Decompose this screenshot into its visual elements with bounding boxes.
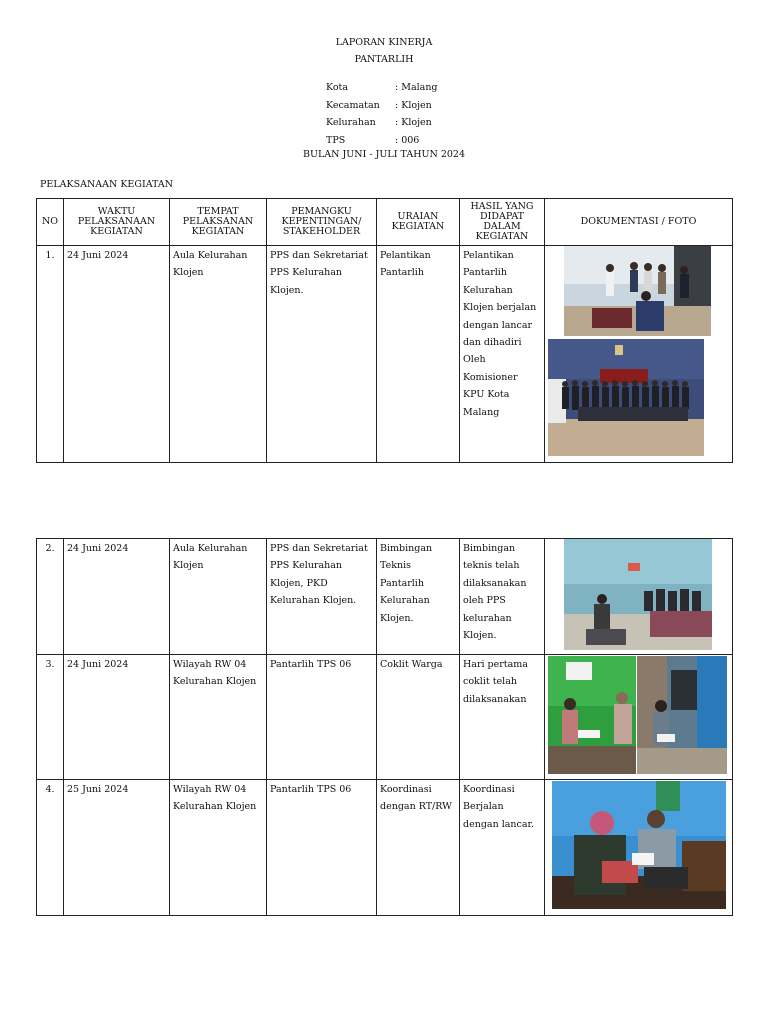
cell-no: 1. [37, 246, 64, 463]
photo-coklit-house-2 [637, 656, 727, 774]
cell-tempat: Aula Kelurahan Klojen [170, 246, 267, 463]
activity-table [36, 198, 733, 463]
cell-waktu: 24 Juni 2024 [64, 539, 170, 655]
cell-pemangku: PPS dan Sekretariat PPS Kelurahan Klojen, PKD Kelurahan Klojen. [267, 539, 377, 655]
meta-row-tps [326, 132, 438, 150]
meta-value: : 006 [395, 134, 420, 146]
report-period: BULAN JUNI - JULI TAHUN 2024 [303, 149, 465, 160]
photo-inauguration-pledge [564, 246, 711, 336]
meta-row-kecamatan [326, 97, 438, 115]
column-header-pemangku: PEMANGKU KEPENTINGAN/ STAKEHOLDER [267, 199, 377, 246]
photo-group-picture [548, 339, 704, 456]
meta-value: : Klojen [395, 99, 432, 111]
cell-waktu: 24 Juni 2024 [64, 655, 170, 780]
cell-waktu: 25 Juni 2024 [64, 780, 170, 916]
cell-tempat: Wilayah RW 04 Kelurahan Klojen [170, 655, 267, 780]
cell-uraian: Pelantikan Pantarlih [377, 246, 460, 463]
cell-hasil: Hari pertama coklit telah dilaksanakan [460, 655, 545, 780]
photo-coklit-house-1 [548, 656, 636, 774]
meta-row-kelurahan [326, 114, 438, 132]
column-header-hasil: HASIL YANG DIDAPAT DALAM KEGIATAN [460, 199, 545, 246]
activity-table-continued [36, 538, 733, 916]
cell-pemangku: Pantarlih TPS 06 [267, 780, 377, 916]
title-line-1: LAPORAN KINERJA [335, 37, 433, 48]
location-meta [326, 79, 438, 149]
cell-waktu: 24 Juni 2024 [64, 246, 170, 463]
column-header-no: NO [37, 199, 64, 246]
cell-dokumentasi [545, 246, 733, 463]
report-title [0, 34, 768, 68]
column-header-uraian: URAIAN KEGIATAN [377, 199, 460, 246]
table-row [37, 246, 733, 463]
table-header-row [37, 199, 733, 246]
table-row [37, 539, 733, 655]
photo-rt-rw-coordination [552, 781, 726, 909]
meta-row-kota [326, 79, 438, 97]
meta-label: Kelurahan [326, 117, 376, 128]
meta-value: : Klojen [395, 117, 432, 128]
cell-pemangku: PPS dan Sekretariat PPS Kelurahan Klojen. [267, 246, 377, 463]
table-row [37, 655, 733, 780]
photo-technical-guidance [564, 539, 712, 650]
cell-uraian: Koordinasi dengan RT/RW [377, 780, 460, 916]
cell-tempat: Wilayah RW 04 Kelurahan Klojen [170, 780, 267, 916]
meta-value: : Malang [395, 82, 438, 93]
cell-pemangku: Pantarlih TPS 06 [267, 655, 377, 780]
cell-dokumentasi [545, 780, 733, 916]
cell-hasil: Bimbingan teknis telah dilaksanakan oleh PPS kelurahan Klojen. [460, 539, 545, 655]
table-row [37, 780, 733, 916]
meta-label: TPS [326, 134, 346, 146]
cell-hasil: Pelantikan Pantarlih Kelurahan Klojen berjalan dengan lancar dan dihadiri Oleh Komisioner KPU Kota Malang [460, 246, 545, 463]
cell-no: 2. [37, 539, 64, 655]
column-header-dokumentasi: DOKUMENTASI / FOTO [545, 199, 733, 246]
meta-label: Kota [326, 82, 349, 93]
cell-hasil: Koordinasi Berjalan dengan lancar. [460, 780, 545, 916]
title-line-2: PANTARLIH [354, 54, 414, 65]
cell-tempat: Aula Kelurahan Klojen [170, 539, 267, 655]
cell-no: 4. [37, 780, 64, 916]
section-label: PELAKSANAAN KEGIATAN [40, 179, 174, 190]
cell-dokumentasi [545, 655, 733, 780]
meta-label: Kecamatan [326, 99, 380, 111]
cell-uraian: Coklit Warga [377, 655, 460, 780]
cell-dokumentasi [545, 539, 733, 655]
column-header-waktu: WAKTU PELAKSANAAN KEGIATAN [64, 199, 170, 246]
cell-uraian: Bimbingan Teknis Pantarlih Kelurahan Klojen. [377, 539, 460, 655]
cell-no: 3. [37, 655, 64, 780]
column-header-tempat: TEMPAT PELAKSANAN KEGIATAN [170, 199, 267, 246]
